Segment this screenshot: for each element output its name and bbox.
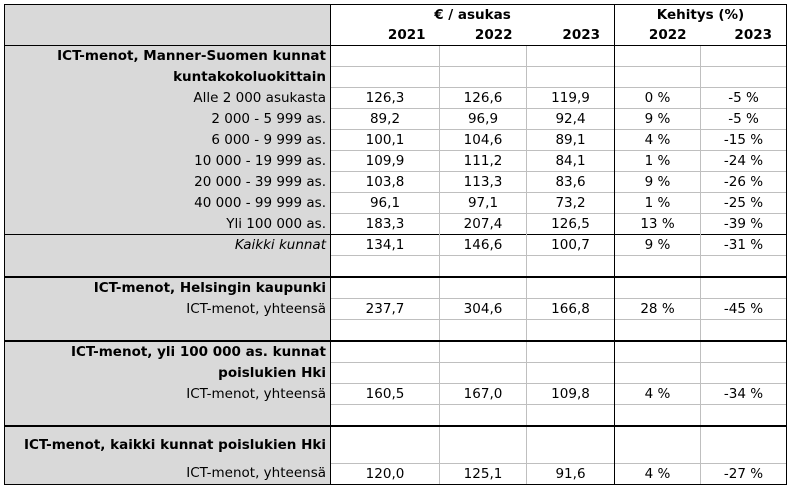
- empty-cell: [440, 405, 527, 427]
- empty-cell: [701, 46, 787, 67]
- header-year: 2022: [440, 25, 527, 46]
- section-title: ICT-menot, yli 100 000 as. kunnat: [5, 341, 331, 363]
- header-year: 2022: [615, 25, 701, 46]
- empty-cell: [615, 256, 701, 278]
- table-row: [5, 214, 787, 235]
- empty-cell: [615, 405, 701, 427]
- empty-cell: [701, 256, 787, 278]
- value-cell: 160,5: [331, 384, 440, 405]
- table-row: [5, 88, 787, 109]
- empty-cell: [527, 256, 615, 278]
- header-year: 2023: [701, 25, 787, 46]
- empty-cell: [331, 320, 440, 342]
- value-cell: 237,7: [331, 299, 440, 320]
- value-cell: -31 %: [701, 235, 787, 256]
- empty-cell: [331, 67, 440, 88]
- row-label: 40 000 - 99 999 as.: [5, 193, 331, 214]
- value-cell: 146,6: [440, 235, 527, 256]
- value-cell: 113,3: [440, 172, 527, 193]
- empty-cell: [701, 363, 787, 384]
- empty-cell: [615, 320, 701, 342]
- value-cell: 28 %: [615, 299, 701, 320]
- value-cell: 84,1: [527, 151, 615, 172]
- empty-label: [5, 256, 331, 278]
- section-title: poislukien Hki: [5, 363, 331, 384]
- spacer-row: [5, 320, 787, 342]
- section-title-row: [5, 426, 787, 463]
- header-group-development: Kehitys (%): [615, 5, 787, 26]
- value-cell: 13 %: [615, 214, 701, 235]
- section-title: ICT-menot, kaikki kunnat poislukien Hki: [5, 426, 331, 463]
- section-title-row: [5, 46, 787, 67]
- table-row: [5, 235, 787, 256]
- empty-cell: [440, 277, 527, 299]
- section-title-row: [5, 363, 787, 384]
- value-cell: 100,7: [527, 235, 615, 256]
- value-cell: 1 %: [615, 151, 701, 172]
- value-cell: 97,1: [440, 193, 527, 214]
- table-row: [5, 172, 787, 193]
- value-cell: -39 %: [701, 214, 787, 235]
- empty-cell: [615, 426, 701, 463]
- value-cell: -45 %: [701, 299, 787, 320]
- empty-cell: [615, 341, 701, 363]
- empty-cell: [701, 67, 787, 88]
- value-cell: 103,8: [331, 172, 440, 193]
- value-cell: 4 %: [615, 130, 701, 151]
- empty-cell: [527, 46, 615, 67]
- empty-cell: [527, 67, 615, 88]
- empty-cell: [440, 363, 527, 384]
- value-cell: 9 %: [615, 109, 701, 130]
- empty-cell: [615, 67, 701, 88]
- value-cell: 120,0: [331, 463, 440, 484]
- value-cell: 9 %: [615, 235, 701, 256]
- section-title-row: [5, 67, 787, 88]
- header-year: 2021: [331, 25, 440, 46]
- row-label: Alle 2 000 asukasta: [5, 88, 331, 109]
- value-cell: 89,1: [527, 130, 615, 151]
- table-row: [5, 130, 787, 151]
- value-cell: 167,0: [440, 384, 527, 405]
- empty-cell: [701, 320, 787, 342]
- value-cell: -5 %: [701, 88, 787, 109]
- empty-cell: [331, 341, 440, 363]
- empty-cell: [527, 320, 615, 342]
- value-cell: 91,6: [527, 463, 615, 484]
- value-cell: 126,3: [331, 88, 440, 109]
- empty-cell: [331, 256, 440, 278]
- empty-cell: [701, 405, 787, 427]
- row-label: ICT-menot, yhteensä: [5, 463, 331, 484]
- value-cell: -27 %: [701, 463, 787, 484]
- section-title-row: [5, 341, 787, 363]
- table-row: [5, 463, 787, 484]
- empty-cell: [331, 46, 440, 67]
- empty-cell: [615, 46, 701, 67]
- empty-cell: [527, 341, 615, 363]
- empty-cell: [440, 46, 527, 67]
- value-cell: 100,1: [331, 130, 440, 151]
- empty-cell: [527, 277, 615, 299]
- header-corner-2: [5, 25, 331, 46]
- header-group-eur-per-resident: € / asukas: [331, 5, 615, 26]
- value-cell: 104,6: [440, 130, 527, 151]
- empty-cell: [440, 341, 527, 363]
- empty-cell: [440, 320, 527, 342]
- empty-cell: [527, 426, 615, 463]
- value-cell: -15 %: [701, 130, 787, 151]
- section-title: ICT-menot, Helsingin kaupunki: [5, 277, 331, 299]
- value-cell: 1 %: [615, 193, 701, 214]
- section-title: kuntakokoluokittain: [5, 67, 331, 88]
- header-year: 2023: [527, 25, 615, 46]
- table-row: [5, 384, 787, 405]
- value-cell: 92,4: [527, 109, 615, 130]
- value-cell: 109,9: [331, 151, 440, 172]
- value-cell: 183,3: [331, 214, 440, 235]
- empty-cell: [527, 363, 615, 384]
- empty-cell: [701, 341, 787, 363]
- value-cell: 89,2: [331, 109, 440, 130]
- section-title-row: [5, 277, 787, 299]
- value-cell: 111,2: [440, 151, 527, 172]
- value-cell: 9 %: [615, 172, 701, 193]
- value-cell: -5 %: [701, 109, 787, 130]
- value-cell: 207,4: [440, 214, 527, 235]
- value-cell: 73,2: [527, 193, 615, 214]
- row-label: 6 000 - 9 999 as.: [5, 130, 331, 151]
- section-title: ICT-menot, Manner-Suomen kunnat: [5, 46, 331, 67]
- row-label: ICT-menot, yhteensä: [5, 384, 331, 405]
- table-row: [5, 109, 787, 130]
- value-cell: 0 %: [615, 88, 701, 109]
- value-cell: -24 %: [701, 151, 787, 172]
- table-row: [5, 193, 787, 214]
- header-corner: [5, 5, 331, 26]
- empty-cell: [440, 426, 527, 463]
- empty-cell: [701, 426, 787, 463]
- empty-label: [5, 320, 331, 342]
- spacer-row: [5, 256, 787, 278]
- row-label: Kaikki kunnat: [5, 235, 331, 256]
- empty-cell: [615, 363, 701, 384]
- row-label: 10 000 - 19 999 as.: [5, 151, 331, 172]
- value-cell: 304,6: [440, 299, 527, 320]
- empty-cell: [527, 405, 615, 427]
- row-label: ICT-menot, yhteensä: [5, 299, 331, 320]
- value-cell: -34 %: [701, 384, 787, 405]
- value-cell: -25 %: [701, 193, 787, 214]
- empty-cell: [331, 363, 440, 384]
- value-cell: 134,1: [331, 235, 440, 256]
- value-cell: 126,5: [527, 214, 615, 235]
- value-cell: 96,1: [331, 193, 440, 214]
- empty-cell: [701, 277, 787, 299]
- empty-cell: [440, 256, 527, 278]
- value-cell: 4 %: [615, 463, 701, 484]
- empty-label: [5, 405, 331, 427]
- ict-expenditure-table: [4, 4, 787, 485]
- value-cell: 166,8: [527, 299, 615, 320]
- value-cell: 83,6: [527, 172, 615, 193]
- spacer-row: [5, 405, 787, 427]
- row-label: 2 000 - 5 999 as.: [5, 109, 331, 130]
- table-row: [5, 151, 787, 172]
- empty-cell: [331, 277, 440, 299]
- row-label: 20 000 - 39 999 as.: [5, 172, 331, 193]
- row-label: Yli 100 000 as.: [5, 214, 331, 235]
- value-cell: 126,6: [440, 88, 527, 109]
- value-cell: 109,8: [527, 384, 615, 405]
- value-cell: 96,9: [440, 109, 527, 130]
- value-cell: 119,9: [527, 88, 615, 109]
- empty-cell: [440, 67, 527, 88]
- empty-cell: [615, 277, 701, 299]
- empty-cell: [331, 405, 440, 427]
- value-cell: 4 %: [615, 384, 701, 405]
- value-cell: 125,1: [440, 463, 527, 484]
- header-row-groups: [5, 5, 787, 26]
- value-cell: -26 %: [701, 172, 787, 193]
- empty-cell: [331, 426, 440, 463]
- table-row: [5, 299, 787, 320]
- header-row-years: [5, 25, 787, 46]
